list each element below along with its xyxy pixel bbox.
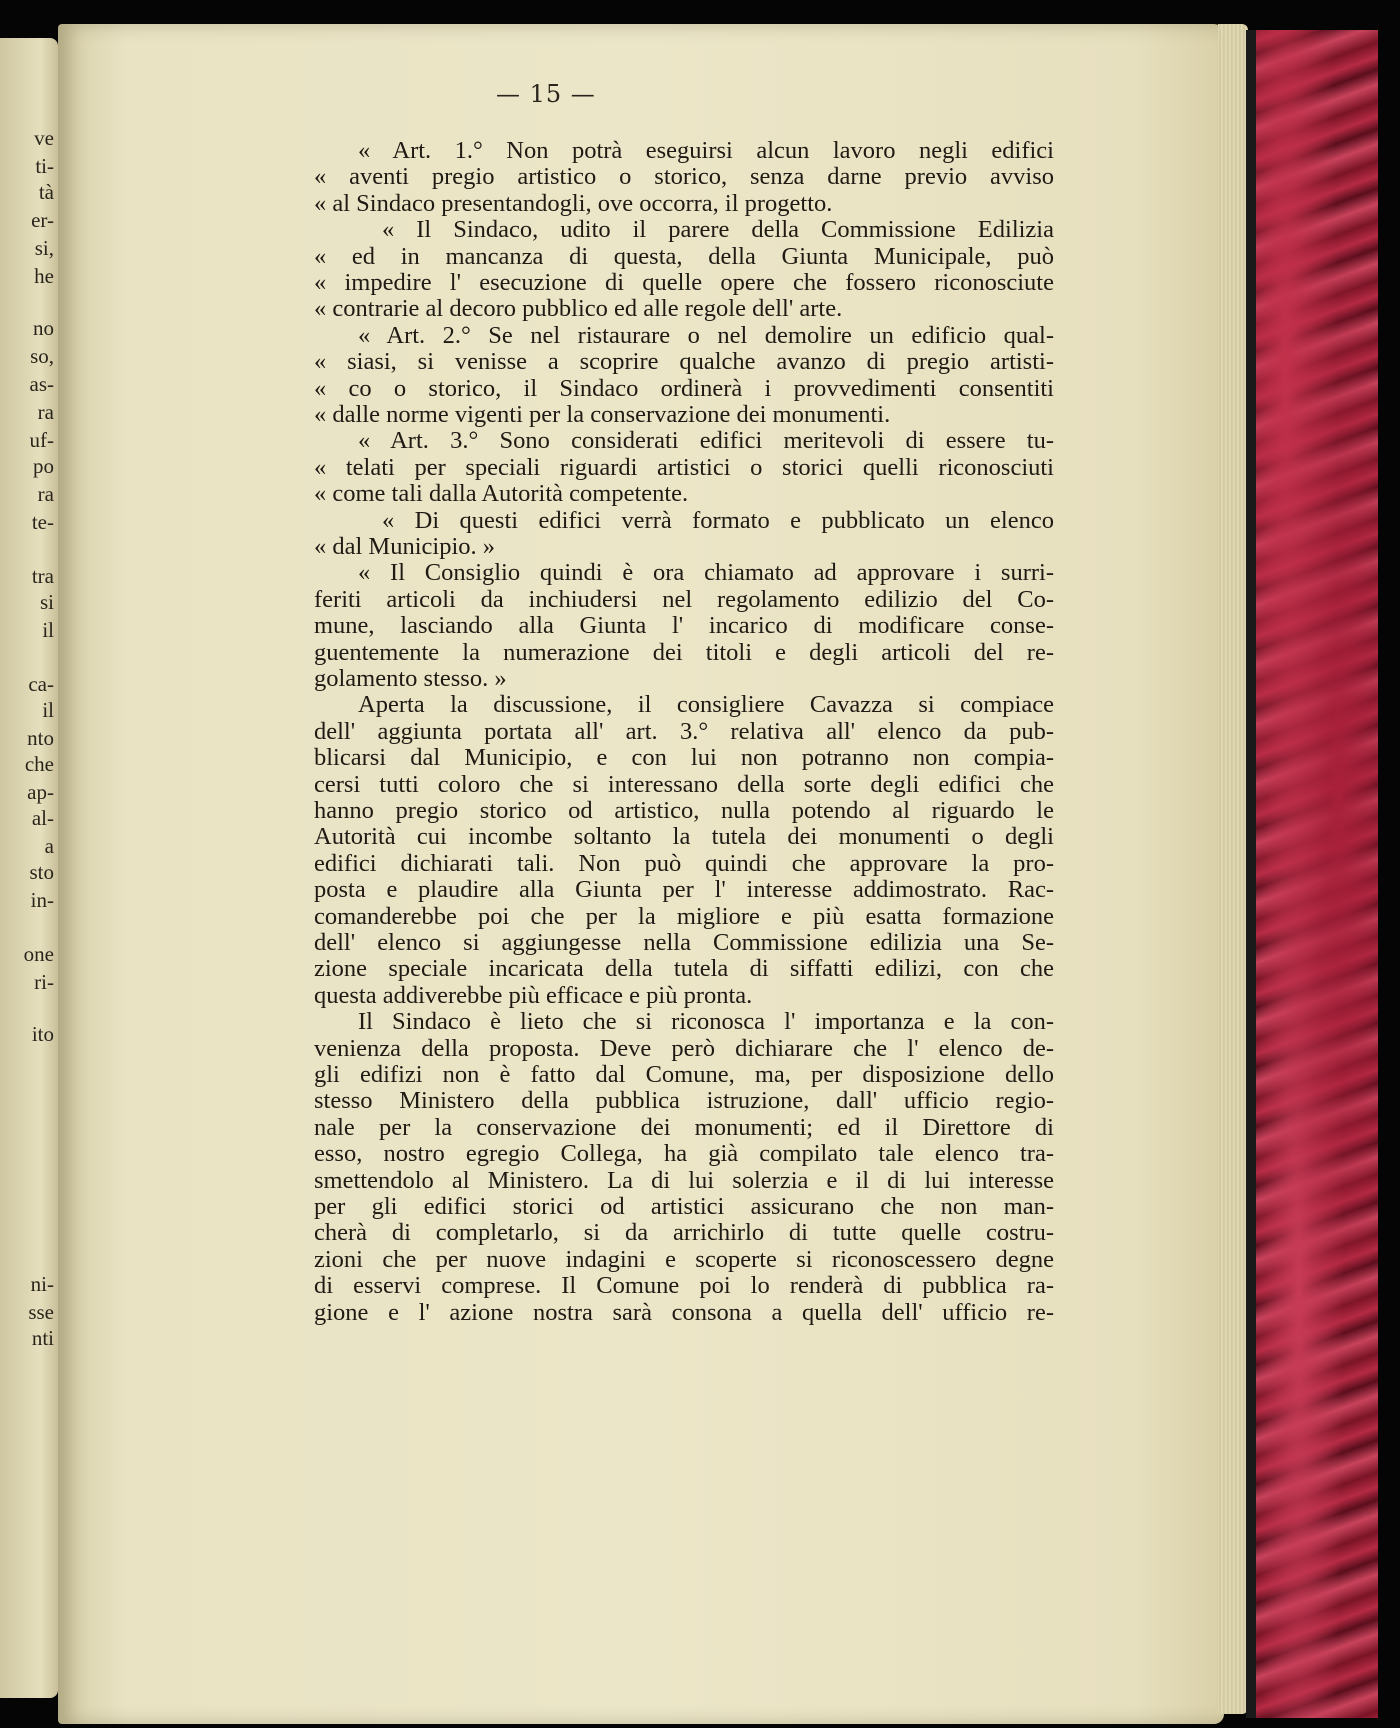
text-line: dell' aggiunta portata all' art. 3.° relativa all' elenco da pub- (314, 717, 1054, 745)
previous-page-text-fragment: ri- (34, 970, 54, 994)
text-line: « Art. 1.° Non potrà eseguirsi alcun lavoro negli edifici (358, 137, 1054, 164)
previous-page-text-fragment: ti- (35, 154, 54, 178)
text-line: esso, nostro egregio Collega, ha già compilato tale elenco tra- (314, 1140, 1054, 1168)
text-line: edifici dichiarati tali. Non può quindi che approvare la pro- (314, 849, 1054, 877)
previous-page-text-fragment: ni- (30, 1272, 54, 1296)
previous-page-text-fragment: il (42, 698, 54, 722)
text-line: hanno pregio storico od artistico, nulla potendo al riguardo le (314, 797, 1054, 824)
text-line: « come tali dalla Autorità competente. (314, 480, 689, 508)
previous-page-text-fragment: ra (37, 400, 54, 424)
previous-page-text-fragment: ito (31, 1022, 54, 1046)
text-line: « Il Sindaco, udito il parere della Commissione Edilizia (382, 216, 1054, 244)
previous-page-text-fragment: tà (38, 180, 54, 204)
previous-page-text-fragment: ap- (27, 780, 54, 804)
previous-page-text-fragment: sse (28, 1300, 54, 1324)
text-line: venienza della proposta. Deve però dichiarare che l' elenco de- (314, 1034, 1054, 1062)
page-text-block (58, 24, 1224, 1724)
text-line: « co o storico, il Sindaco ordinerà i provvedimenti consentiti (314, 374, 1054, 402)
previous-page-text-fragment: one (23, 942, 54, 966)
previous-page-text-fragment: uf- (29, 428, 54, 452)
previous-page-text-fragment: po (33, 454, 54, 478)
previous-page-text-fragment: no (33, 316, 54, 340)
text-line: di esservi comprese. Il Comune poi lo renderà di pubblica ra- (314, 1272, 1054, 1300)
text-line: « dal Municipio. » (314, 533, 496, 560)
text-line: cersi tutti coloro che si interessano della sorte degli edifici che (314, 770, 1054, 798)
text-line: nale per la conservazione dei monumenti; ed il Direttore di (314, 1113, 1054, 1141)
book-page (58, 24, 1224, 1724)
text-line: mune, lasciando alla Giunta l' incarico di modificare conse- (314, 612, 1054, 640)
previous-page-text-fragment: ra (37, 482, 54, 506)
text-line: « Di questi edifici verrà formato e pubblicato un elenco (382, 506, 1054, 534)
text-line: dell' elenco si aggiungesse nella Commissione edilizia una Se- (314, 929, 1054, 956)
text-line: cherà di completarlo, si da arrichirlo di tutte quelle costru- (314, 1219, 1054, 1247)
text-line: « siasi, si venisse a scoprire qualche avanzo di pregio artisti- (314, 348, 1054, 376)
text-line: zione speciale incaricata della tutela di siffatti edilizi, con che (314, 955, 1054, 983)
previous-page-text-fragment: so, (30, 344, 54, 368)
text-line: per gli edifici storici od artistici assicurano che non man- (314, 1193, 1054, 1220)
text-line: gli edifizi non è fatto dal Comune, ma, per disposizione dello (314, 1061, 1054, 1088)
previous-page-text-fragment: nto (27, 726, 54, 750)
text-line: gione e l' azione nostra sarà consona a quella dell' ufficio re- (314, 1298, 1054, 1326)
page-number: — 15 — (496, 80, 596, 108)
previous-page-text-fragment: nti (31, 1326, 54, 1350)
previous-page-edge (0, 38, 58, 1698)
text-line: « Art. 2.° Se nel ristaurare o nel demolire un edificio qual- (358, 321, 1054, 349)
text-line: questa addiverebbe più efficace e più pronta. (314, 981, 753, 1009)
text-line: posta e plaudire alla Giunta per l' interesse addimostrato. Rac- (314, 876, 1054, 904)
text-line: blicarsi dal Municipio, e con lui non potranno non compia- (314, 744, 1054, 772)
text-line: « telati per speciali riguardi artistici o storici quelli riconosciuti (314, 453, 1054, 481)
previous-page-text-fragment: a (44, 834, 54, 858)
previous-page-text-fragment: he (34, 264, 54, 288)
marbled-binding (1246, 30, 1378, 1718)
page-edges (1218, 24, 1248, 1714)
text-line: golamento stesso. » (314, 665, 507, 692)
previous-page-text-fragment: che (24, 752, 54, 776)
text-line: Autorità cui incombe soltanto la tutela dei monumenti o degli (314, 823, 1054, 851)
text-line: « Art. 3.° Sono considerati edifici meritevoli di essere tu- (358, 427, 1054, 455)
previous-page-text-fragment: si, (34, 236, 54, 260)
previous-page-text-fragment: in- (30, 888, 54, 912)
previous-page-text-fragment: al- (31, 806, 54, 830)
previous-page-text-fragment: sto (29, 860, 54, 884)
text-line: « Il Consiglio quindi è ora chiamato ad approvare i surri- (358, 559, 1054, 587)
previous-page-text-fragment: si (39, 590, 54, 614)
previous-page-text-fragment: as- (29, 372, 54, 396)
text-line: Il Sindaco è lieto che si riconosca l' importanza e la con- (358, 1008, 1054, 1036)
text-line: « dalle norme vigenti per la conservazione dei monumenti. (314, 401, 891, 428)
text-line: « aventi pregio artistico o storico, senza darne previo avviso (314, 163, 1054, 191)
text-line: « contrarie al decoro pubblico ed alle regole dell' arte. (314, 295, 843, 323)
previous-page-text-fragment: er- (31, 208, 54, 232)
previous-page-text-fragment: tra (31, 564, 54, 588)
text-line: stesso Ministero della pubblica istruzione, dall' ufficio regio- (314, 1087, 1054, 1115)
previous-page-text-fragment: te- (31, 510, 54, 534)
previous-page-text-fragment: ca- (28, 672, 54, 696)
text-line: smettendolo al Ministero. La di lui solerzia e il di lui interesse (314, 1166, 1054, 1194)
text-line: « impedire l' esecuzione di quelle opere che fossero riconosciute (314, 269, 1054, 296)
text-line: guentemente la numerazione dei titoli e degli articoli del re- (314, 638, 1054, 666)
text-line: « ed in mancanza di questa, della Giunta Municipale, può (314, 242, 1054, 270)
text-line: Aperta la discussione, il consigliere Cavazza si compiace (358, 691, 1054, 719)
text-line: zioni che per nuove indagini e scoperte si riconoscessero degne (314, 1245, 1054, 1273)
text-line: « al Sindaco presentandogli, ove occorra, il progetto. (314, 189, 833, 217)
previous-page-text-fragment: il (42, 618, 54, 642)
previous-page-text-fragment: ve (34, 126, 54, 150)
text-line: feriti articoli da inchiudersi nel regolamento edilizio del Co- (314, 585, 1054, 613)
text-line: comanderebbe poi che per la migliore e più esatta formazione (314, 902, 1054, 930)
